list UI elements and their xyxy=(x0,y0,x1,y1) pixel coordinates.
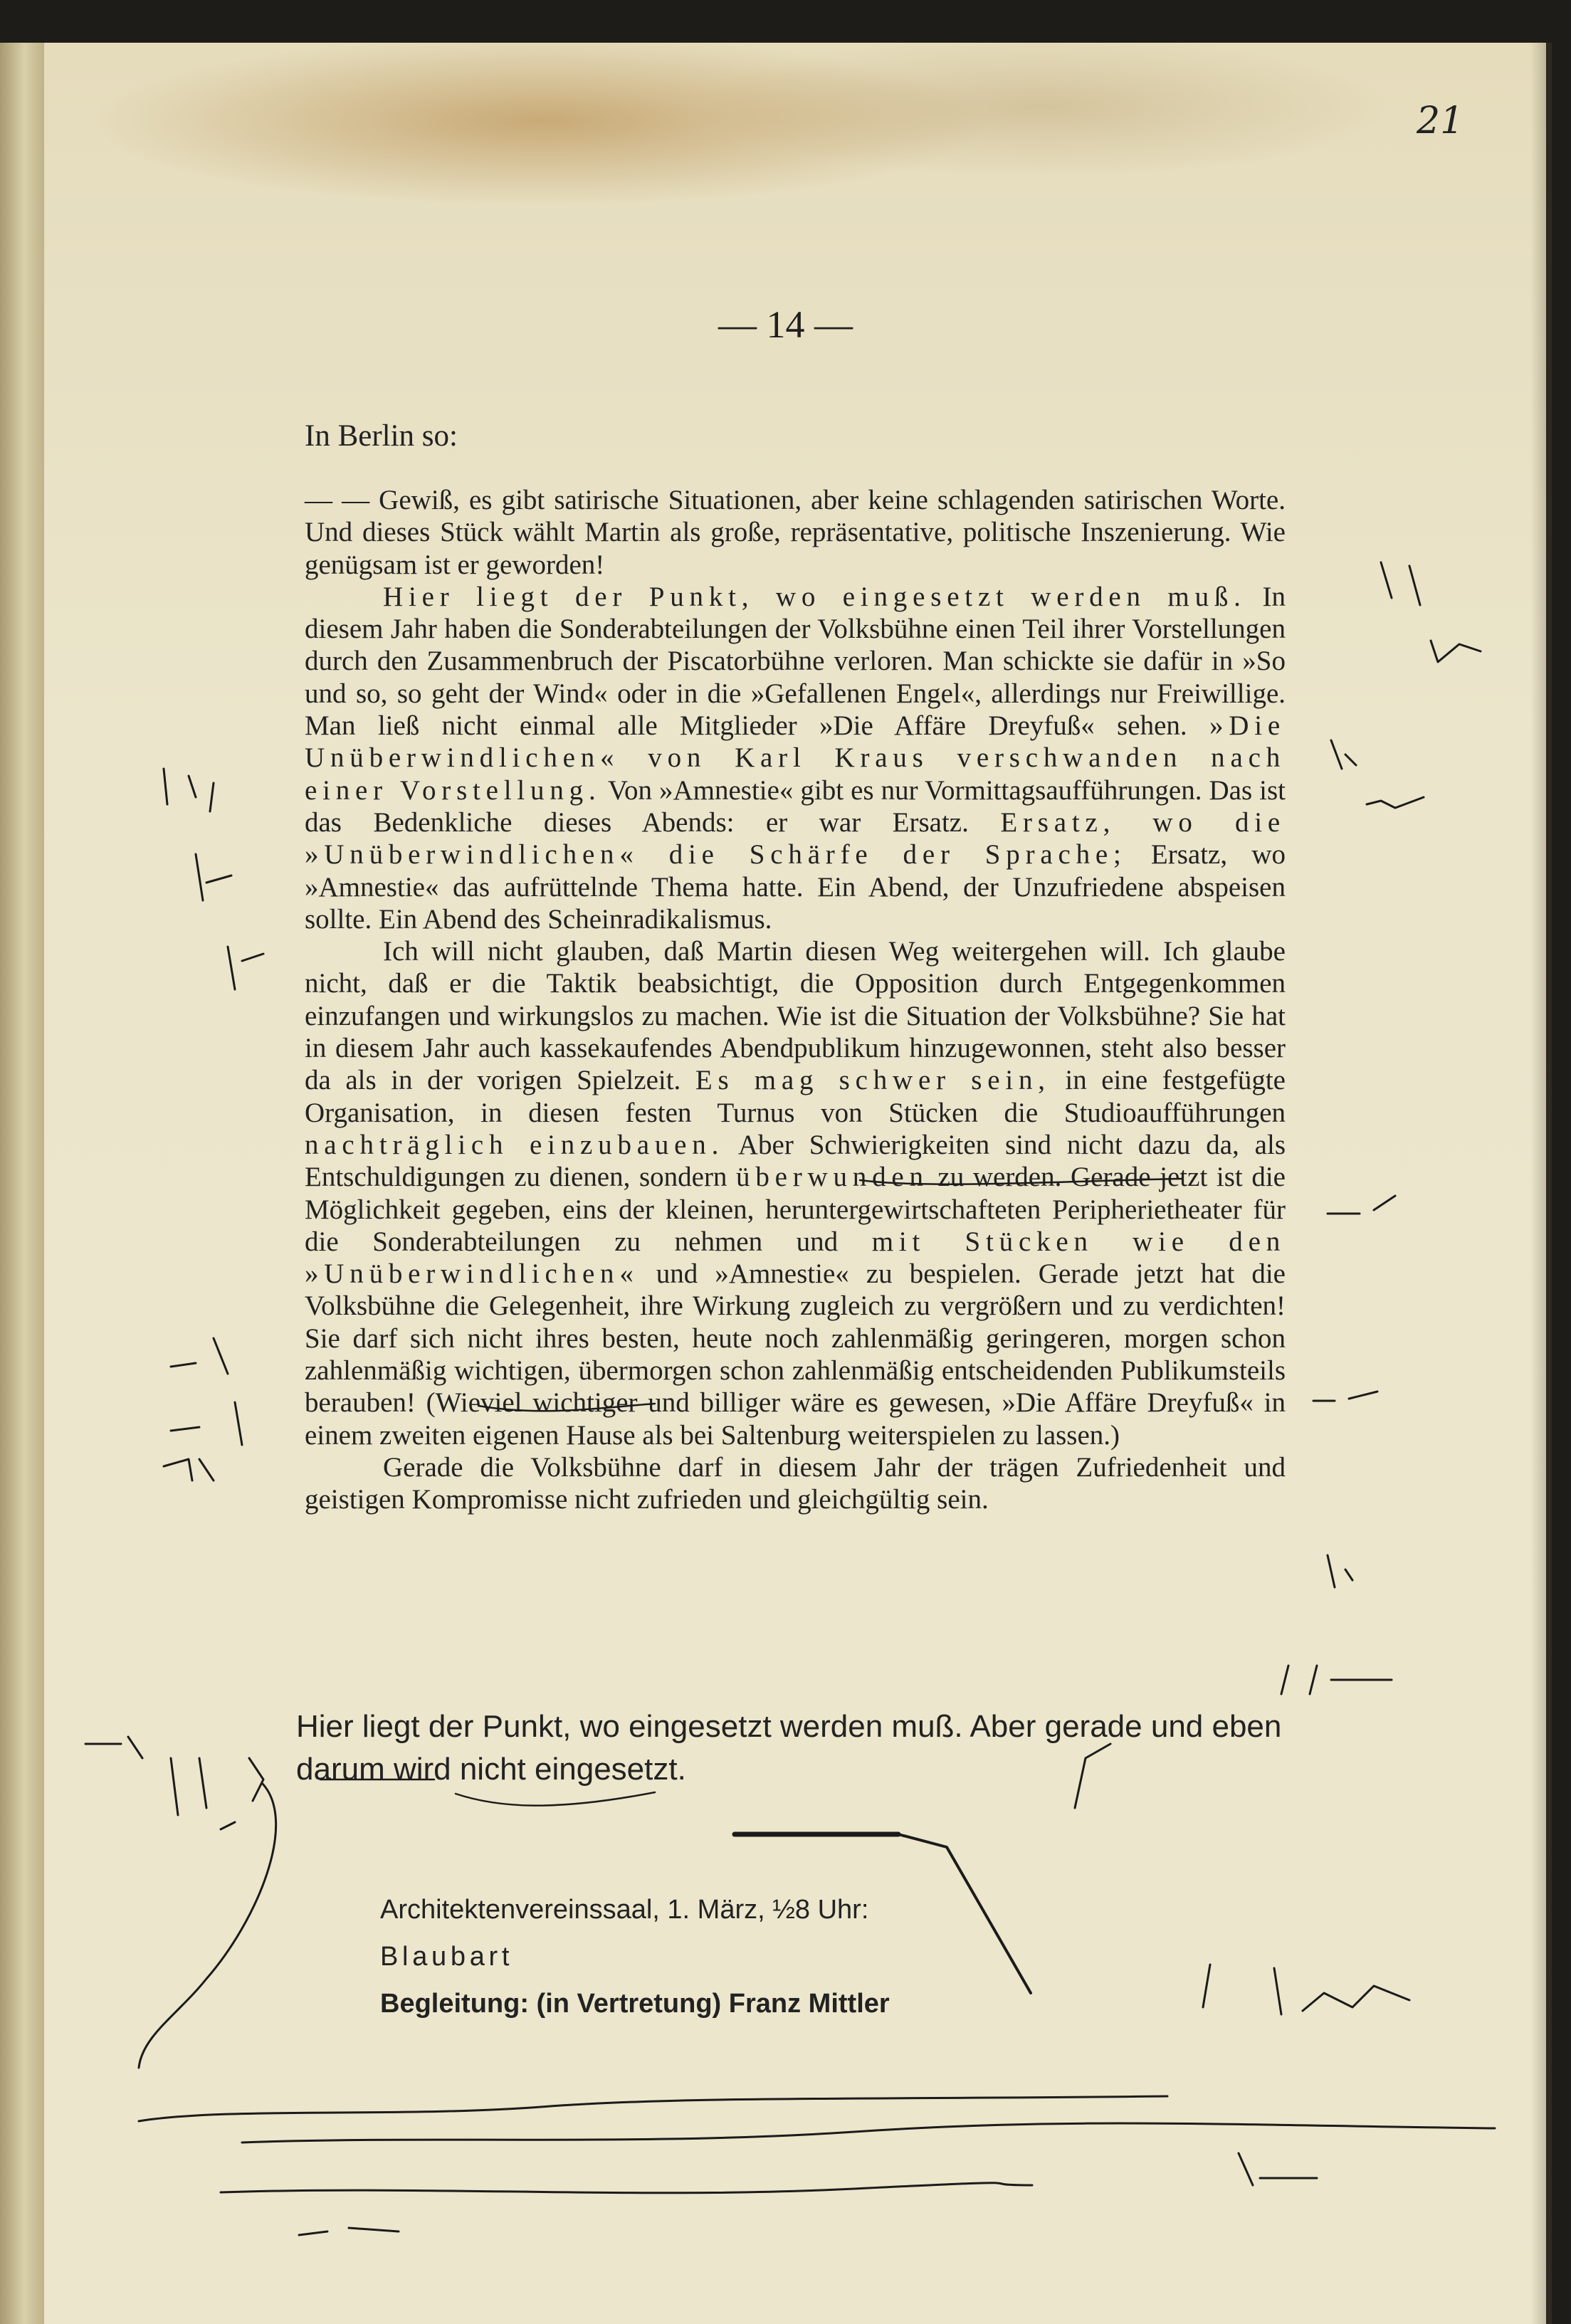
paragraph-text: in eine festgefügte Organisation, in diesen festen Turnus von Stücken die Studioaufführungen xyxy=(305,1065,1286,1128)
paragraph-text: Von »Amnestie« gibt es nur Vormittagsaufführungen. Das ist das Bedenkliche dieses Abends: er war Ersatz. xyxy=(305,774,1286,838)
spaced-emphasis: »Die Unüberwindlichen« von Karl Kraus verschwanden nach einer Vorstellung. xyxy=(305,710,1286,806)
page-edge-shadow xyxy=(1530,43,1552,2324)
spaced-emphasis: Ersatz, wo die »Unüberwindlichen« die Schärfe der Sprache; xyxy=(305,806,1286,871)
body-paragraph xyxy=(305,935,1286,1451)
paragraph-text: und »Amnestie« zu bespielen. Gerade jetzt hat die Volksbühne die Gelegenheit, ihre Wirkung zugleich zu vergrößern und zu verdichten! Sie darf sich nicht ihres besten, heute noch zahlenmäßig geringeren, morgen schon zahlenmäßig wichtigen, übermorgen schon zahlenmäßig entscheidenden Publikumsteils berauben! (Wieviel wichtiger und billiger wäre es gewesen, »Die Affäre Dreyfuß« in einem zweiten eigenen Hause als bei Saltenburg weiterspielen zu lassen.) xyxy=(305,1258,1286,1451)
event-accompaniment: Begleitung: (in Vertretung) Franz Mittler xyxy=(380,1989,890,2019)
paragraph-text: Ich will nicht glauben, daß Martin diesen Weg weitergehen will. Ich glaube nicht, daß er die Taktik beabsichtigt, die Opposition durch Entgegenkommen einzufangen und wirkungslos zu machen. Wie ist die Situation der Volksbühne? Sie hat in diesem Jahr auch kassekaufendes Abendpublikum hinzugewonnen, steht also besser da als in der vorigen Spielzeit. xyxy=(305,936,1286,1096)
final-statement: Hier liegt der Punkt, wo eingesetzt werden muß. Aber gerade und eben darum wird nicht eingesetzt. xyxy=(296,1709,1282,1787)
article-body xyxy=(305,484,1286,1516)
spaced-emphasis: überwunden xyxy=(736,1162,929,1193)
paragraph-text: Aber Schwierigkeiten sind nicht dazu da, als Entschuldigungen zu dienen, sondern xyxy=(305,1129,1286,1193)
paragraph-text: Ersatz, wo »Amnestie« das aufrüttelnde Thema hatte. Ein Abend, der Unzufriedene abspeisen sollte. Ein Abend des Scheinradikalismus. xyxy=(305,839,1286,935)
paragraph-text: In diesem Jahr haben die Sonderabteilungen der Volksbühne einen Teil ihrer Vorstellungen durch den Zusammenbruch der Piscatorbühne verloren. Man schickte sie dafür in »So und so, so geht der Wind« oder in die »Gefallenen Engel«, allerdings nur Freiwillige. Man ließ nicht einmal alle Mitglieder »Die Affäre Dreyfuß« sehen. xyxy=(305,581,1286,742)
event-listing xyxy=(380,1886,1092,2027)
spaced-emphasis: Hier liegt der Punkt, wo eingesetzt werden muß. xyxy=(383,581,1246,612)
body-paragraph xyxy=(305,1451,1286,1516)
body-paragraph xyxy=(305,581,1286,935)
paragraph-text: Gerade die Volksbühne darf in diesem Jahr der trägen Zufriedenheit und geistigen Kompromisse nicht zufrieden und gleichgültig sein. xyxy=(305,1451,1286,1515)
handwritten-page-id: 21 xyxy=(1417,100,1464,142)
previous-page-edge xyxy=(0,43,44,2324)
section-heading: In Berlin so: xyxy=(305,419,458,453)
event-title: Blaubart xyxy=(380,1942,514,1972)
paragraph-text: — — Gewiß, es gibt satirische Situationen, aber keine schlagenden satirischen Worte. Und dieses Stück wählt Martin als große, repräsentative, politische Inszenierung. Wie genügsam ist er geworden! xyxy=(305,485,1286,580)
spaced-emphasis: Es mag schwer sein, xyxy=(695,1065,1051,1096)
event-venue-line: Architektenvereinssaal, 1. März, ½8 Uhr: xyxy=(380,1895,869,1925)
spaced-emphasis: mit Stücken wie den »Unüberwindlichen« xyxy=(305,1226,1286,1290)
body-paragraph xyxy=(305,484,1286,581)
paragraph-text: zu werden. Gerade jetzt ist die Möglichkeit gegeben, eins der kleinen, heruntergewirtschafteten Peripherietheater für die Sonderabteilungen zu nehmen und xyxy=(305,1162,1286,1257)
page-number: — 14 — xyxy=(718,303,853,346)
spaced-emphasis: nachträglich einzubauen. xyxy=(305,1129,725,1160)
